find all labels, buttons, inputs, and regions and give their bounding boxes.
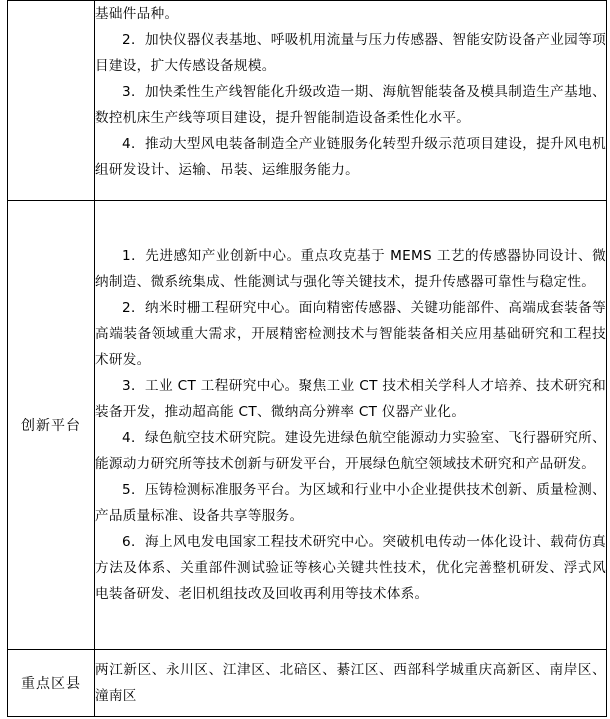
table-row	[8, 650, 607, 717]
paragraph: 两江新区、永川区、江津区、北碚区、綦江区、西部科学城重庆高新区、南岸区、潼南区	[95, 662, 606, 704]
paragraph: 6．海上风电发电国家工程技术研究中心。突破机电传动一体化设计、载荷仿真方法及体系、关重部件测试验证等核心关键共性技术，优化完善整机研发、浮式风电装备研发、老旧机组技改及回收再利用等技术体系。	[95, 534, 606, 602]
paragraph: 4．绿色航空技术研究院。建设先进绿色航空能源动力实验室、飞行器研究所、能源动力研究所等技术创新与研发平台，开展绿色航空领域技术研究和产品研发。	[95, 430, 606, 472]
paragraph: 3．工业 CT 工程研究中心。聚焦工业 CT 技术相关学科人才培养、技术研究和装备开发，推动超高能 CT、微纳高分辨率 CT 仪器产业化。	[95, 378, 606, 420]
row-label: 重点区县	[8, 650, 95, 717]
row-label	[8, 1, 95, 201]
paragraph: 4．推动大型风电装备制造全产业链服务化转型升级示范项目建设，提升风电机组研发设计、运输、吊装、运维服务能力。	[95, 136, 606, 178]
content-table	[7, 0, 607, 717]
paragraph: 2．加快仪器仪表基地、呼吸机用流量与压力传感器、智能安防设备产业园等项目建设，扩大传感设备规模。	[95, 32, 606, 74]
paragraph: 基础件品种。	[95, 6, 179, 22]
row-content	[95, 650, 607, 717]
row-label: 创新平台	[8, 201, 95, 650]
paragraph: 1．先进感知产业创新中心。重点攻克基于 MEMS 工艺的传感器协同设计、微纳制造、微系统集成、性能测试与强化等关键技术，提升传感器可靠性与稳定性。	[95, 248, 606, 290]
row-content	[95, 201, 607, 650]
paragraph: 2．纳米时栅工程研究中心。面向精密传感器、关键功能部件、高端成套装备等高端装备领域重大需求，开展精密检测技术与智能装备相关应用基础研究和工程技术研发。	[95, 300, 606, 368]
paragraph: 5．压铸检测标准服务平台。为区域和行业中小企业提供技术创新、质量检测、产品质量标准、设备共享等服务。	[95, 482, 606, 524]
table-row	[8, 1, 607, 201]
paragraph: 3．加快柔性生产线智能化升级改造一期、海航智能装备及模具制造生产基地、数控机床生产线等项目建设，提升智能制造设备柔性化水平。	[95, 84, 606, 126]
row-content	[95, 1, 607, 201]
table-row	[8, 201, 607, 650]
